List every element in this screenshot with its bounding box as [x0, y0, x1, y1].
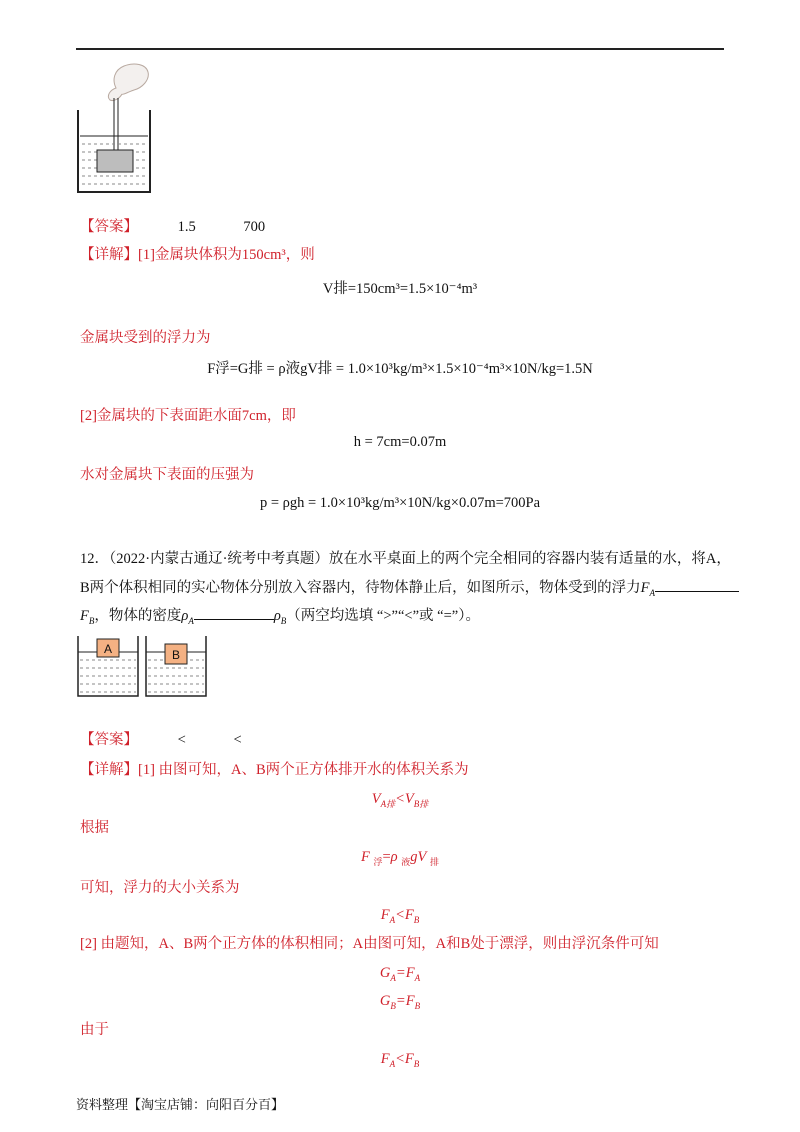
- footer-text: 资料整理【淘宝店铺：向阳百分百】: [76, 1097, 285, 1112]
- equation: F $_浮$=ρ $_液$gV $_排$: [360, 849, 440, 867]
- answer-value-2: <: [233, 732, 242, 748]
- paragraph-text: [2]金属块的下表面距水面7cm，即: [80, 408, 296, 424]
- equation: $V_{A排}<V_{B排}$: [371, 791, 429, 809]
- block-b-label: B: [171, 648, 181, 662]
- equation: $G_B=F_B$: [379, 993, 421, 1011]
- answer-blank[interactable]: [194, 607, 274, 620]
- answer-blank[interactable]: [655, 579, 739, 592]
- equation: p = ρgh = 1.0×10³kg/m³×10N/kg×0.07m=700Pa: [259, 495, 541, 511]
- paragraph-text: 可知，浮力的大小关系为: [80, 880, 240, 896]
- paragraph-text: 水对金属块下表面的压强为: [80, 467, 254, 483]
- detail-text: [1]金属块体积为150cm³，则: [138, 247, 315, 263]
- beaker-hand-figure: [76, 58, 156, 198]
- containers-figure: [76, 630, 216, 702]
- answer-value-2: 700: [243, 219, 266, 235]
- detail-label: 【详解】: [80, 762, 138, 778]
- equation: F浮=G排 = ρ液gV排 = 1.0×10³kg/m³×1.5×10⁻⁴m³×10N/kg=1.5N: [207, 361, 593, 377]
- equation: h = 7cm=0.07m: [353, 434, 447, 450]
- question-text: 12．（2022·内蒙古通辽·统考中考真题）放在水平桌面上的两个完全相同的容器内装有适量的水，将A，: [80, 551, 731, 567]
- question-text: B两个体积相同的实心物体分别放入容器内，待物体静止后，如图所示，物体受到的浮力: [80, 580, 641, 596]
- metal-block: [97, 150, 133, 172]
- paragraph-text: [2] 由题知，A、B两个正方体的体积相同；A由图可知，A和B处于漂浮，则由浮沉条件可知: [80, 936, 659, 952]
- paragraph-text: 由于: [80, 1022, 109, 1038]
- detail-label: 【详解】: [80, 247, 138, 263]
- answer-label: 【答案】: [80, 219, 138, 235]
- answer-value-1: <: [177, 732, 186, 748]
- equation: $F_A<F_B$: [380, 1051, 420, 1069]
- equation: V排=150cm³=1.5×10⁻⁴m³: [322, 281, 478, 297]
- container-a: [78, 636, 138, 696]
- equation: $F_A<F_B$: [380, 907, 420, 925]
- question-text: （两空均选填 “>”“<”或 “=”）。: [286, 608, 480, 624]
- answer-value-1: 1.5: [177, 219, 196, 235]
- detail-text: [1] 由图可知，A、B两个正方体排开水的体积关系为: [138, 762, 469, 778]
- block-a-label: A: [103, 642, 113, 656]
- equation: $G_A=F_A$: [379, 965, 421, 983]
- paragraph-text: 金属块受到的浮力为: [80, 330, 211, 346]
- answer-label: 【答案】: [80, 732, 138, 748]
- hand-icon: [108, 64, 148, 101]
- paragraph-text: 根据: [80, 820, 109, 836]
- header-rule: [76, 48, 724, 50]
- question-text: ，物体的密度: [94, 608, 182, 624]
- container-b: [146, 636, 206, 696]
